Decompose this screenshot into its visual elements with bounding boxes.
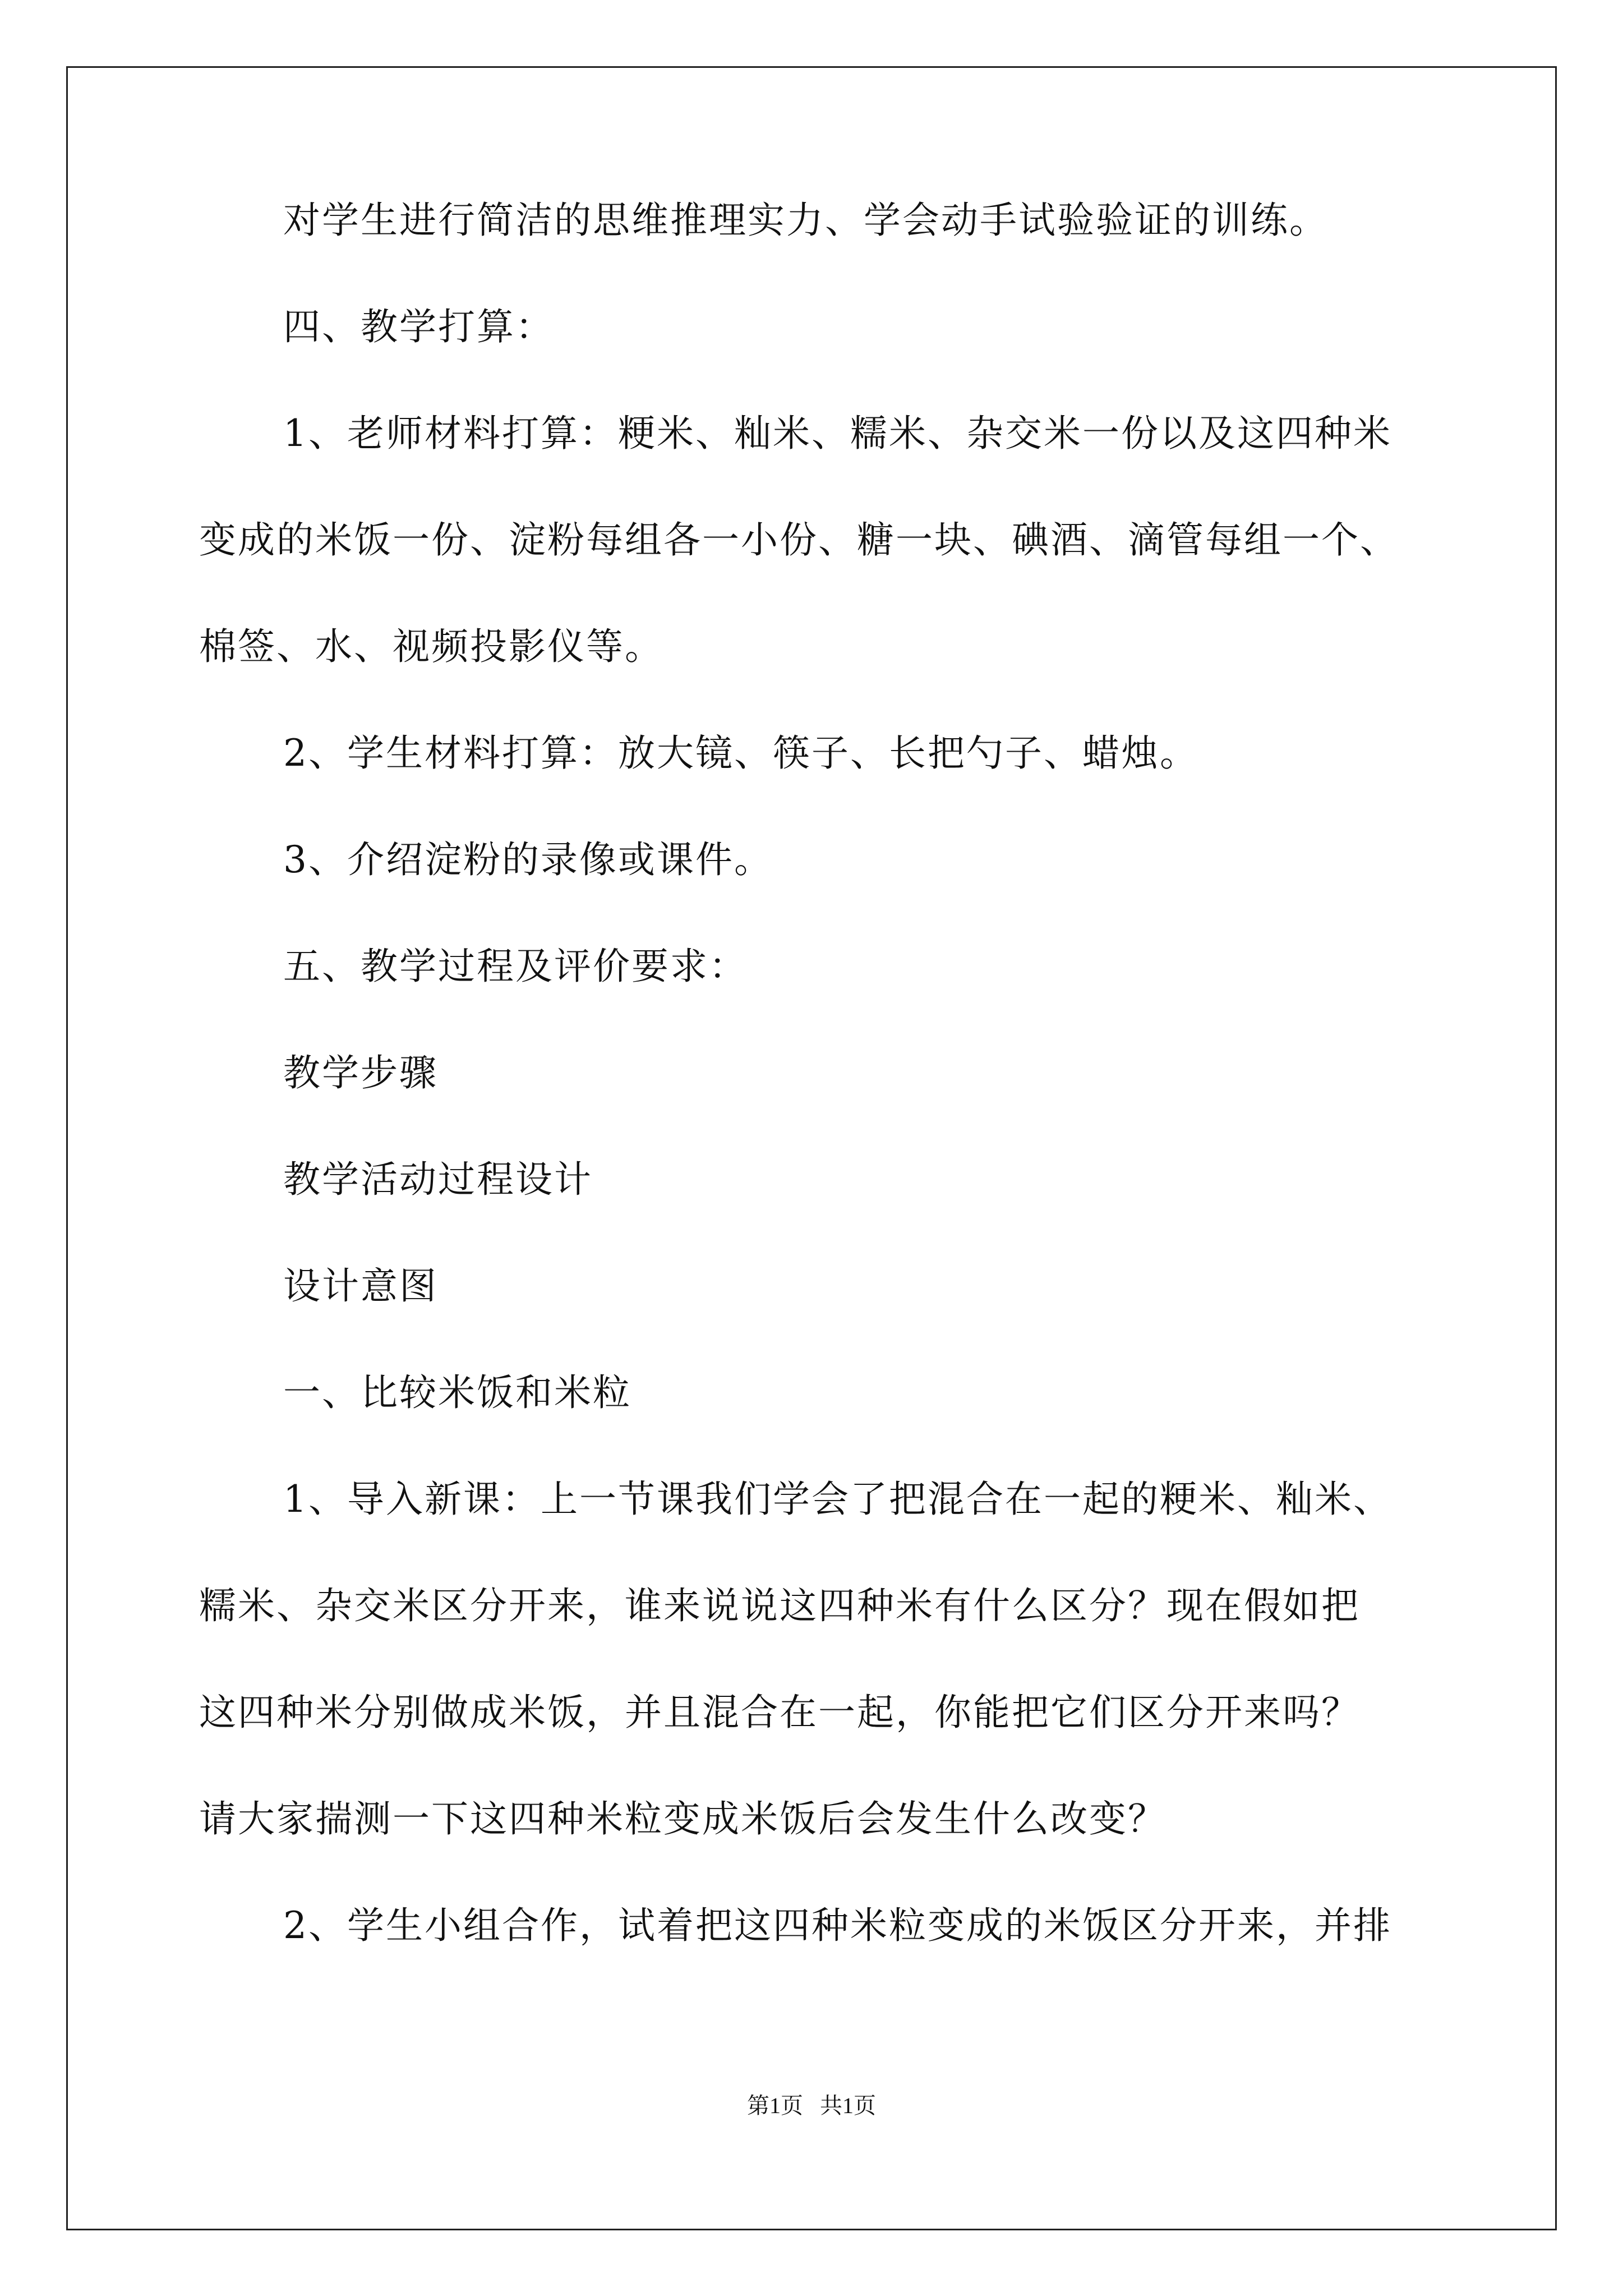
section-heading: 五、教学过程及评价要求： bbox=[283, 945, 748, 988]
total-pages: 共1页 bbox=[820, 2093, 876, 2118]
paragraph-line: 2、学生小组合作，试着把这四种米粒变成的米饭区分开来，并排 bbox=[283, 1904, 1392, 1947]
paragraph-line: 教学步骤 bbox=[283, 1051, 438, 1094]
paragraph-line: 1、导入新课：上一节课我们学会了把混合在一起的粳米、籼米、 bbox=[283, 1478, 1392, 1521]
paragraph-line: 教学活动过程设计 bbox=[283, 1158, 593, 1201]
paragraph-line: 请大家揣测一下这四种米粒变成米饭后会发生什么改变？ bbox=[199, 1797, 1166, 1841]
paragraph-line: 变成的米饭一份、淀粉每组各一小份、糖一块、碘酒、滴管每组一个、 bbox=[199, 518, 1399, 562]
paragraph-line: 糯米、杂交米区分开来，谁来说说这四种米有什么区分？现在假如把 bbox=[199, 1584, 1360, 1627]
section-heading: 四、教学打算： bbox=[283, 305, 554, 348]
current-page-number: 第1页 bbox=[747, 2093, 803, 2118]
paragraph-line: 这四种米分别做成米饭，并且混合在一起，你能把它们区分开来吗？ bbox=[199, 1691, 1360, 1734]
paragraph-line: 棉签、水、视频投影仪等。 bbox=[199, 625, 663, 668]
paragraph-line: 3、介绍淀粉的录像或课件。 bbox=[283, 838, 773, 881]
page-footer bbox=[0, 2088, 1623, 2120]
paragraph-line: 2、学生材料打算：放大镜、筷子、长把勺子、蜡烛。 bbox=[283, 731, 1198, 775]
document-body bbox=[199, 199, 1455, 2014]
paragraph-line: 对学生进行简洁的思维推理实力、学会动手试验验证的训练。 bbox=[283, 199, 1328, 242]
paragraph-line: 1、老师材料打算：粳米、籼米、糯米、杂交米一份以及这四种米 bbox=[283, 412, 1392, 455]
paragraph-line: 设计意图 bbox=[283, 1264, 438, 1308]
section-heading: 一、比较米饭和米粒 bbox=[283, 1371, 631, 1414]
